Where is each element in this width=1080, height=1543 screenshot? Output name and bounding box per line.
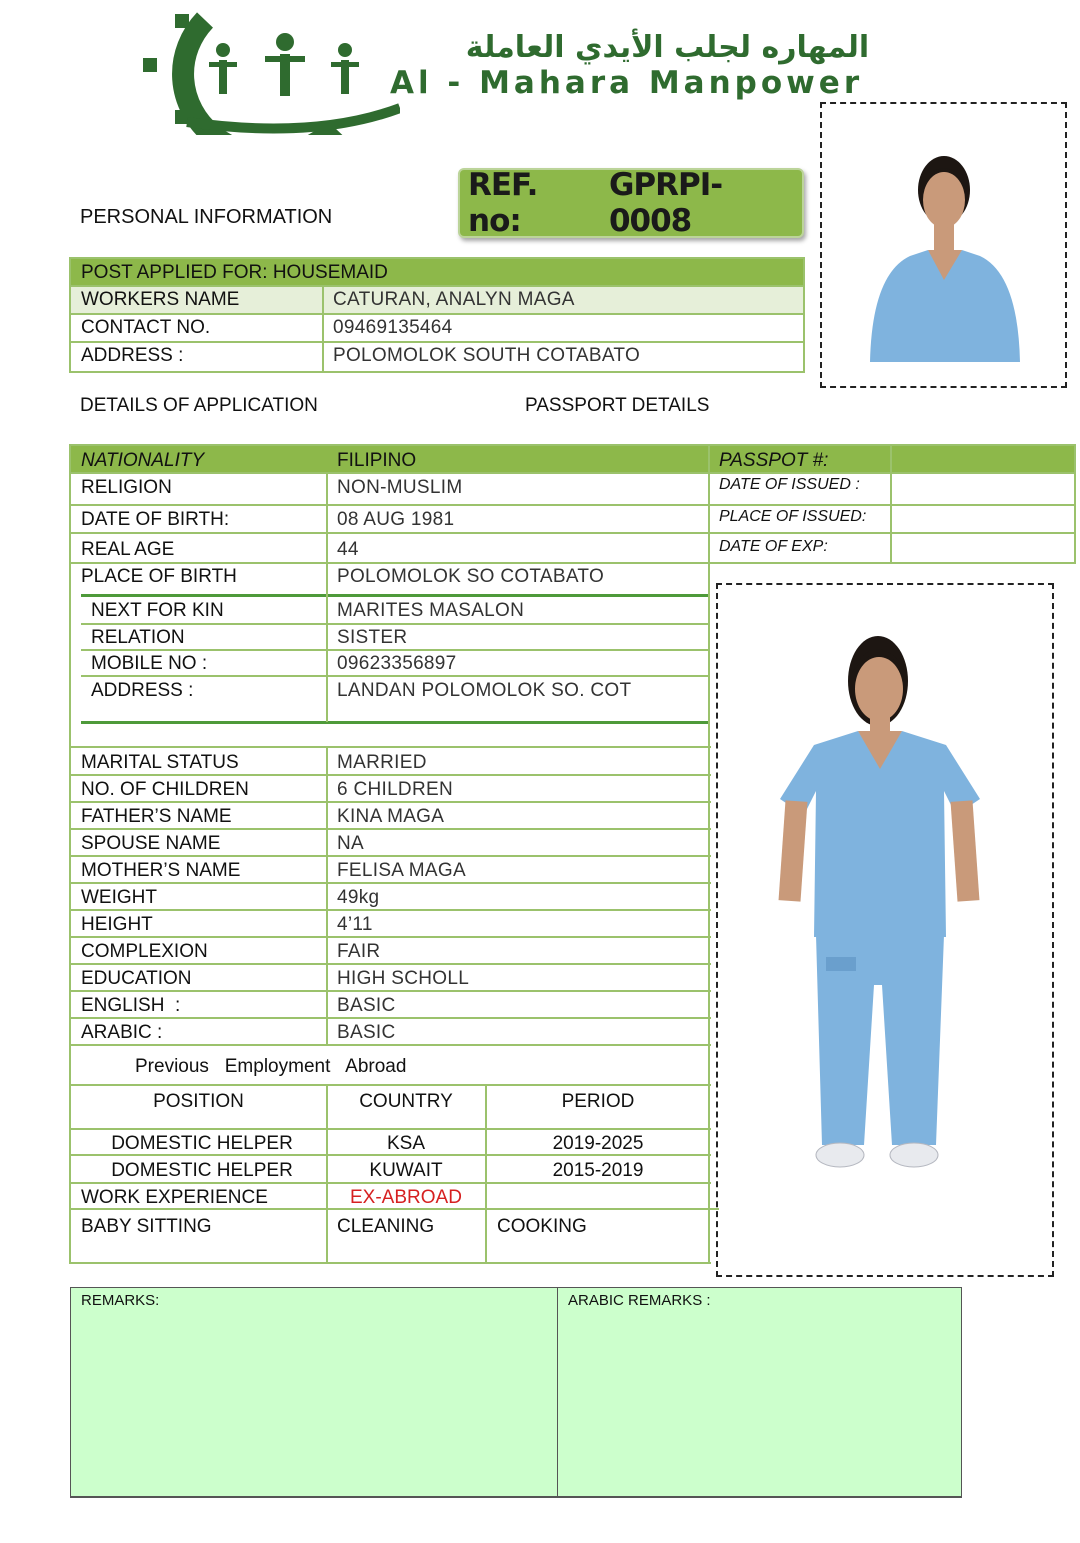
label-complexion: COMPLEXION bbox=[81, 941, 208, 962]
value-no-of-children: 6 CHILDREN bbox=[337, 779, 453, 800]
label-date-of-issued: DATE OF ISSUED : bbox=[719, 476, 860, 493]
value-nationality: FILIPINO bbox=[337, 450, 417, 471]
passport-table bbox=[708, 444, 1076, 564]
label-weight: WEIGHT bbox=[81, 887, 157, 908]
application-table bbox=[69, 444, 711, 594]
employment-country-2: KUWAIT bbox=[369, 1160, 443, 1181]
value-work-experience: EX-ABROAD bbox=[350, 1187, 462, 1208]
label-place-of-birth: PLACE OF BIRTH bbox=[81, 566, 237, 587]
header-position: POSITION bbox=[153, 1091, 244, 1112]
gear-people-icon bbox=[135, 10, 400, 135]
post-applied: POST APPLIED FOR: HOUSEMAID bbox=[81, 262, 388, 283]
label-kin-address: ADDRESS : bbox=[91, 680, 194, 701]
label-relation: RELATION bbox=[91, 627, 185, 648]
personal-details-table bbox=[69, 748, 711, 1046]
company-name-arabic: المهاره لجلب الأيدي العاملة bbox=[465, 30, 870, 65]
next-of-kin-table bbox=[69, 592, 711, 748]
label-address: ADDRESS : bbox=[81, 345, 184, 366]
label-fathers-name: FATHER’S NAME bbox=[81, 806, 232, 827]
employment-period-2: 2015-2019 bbox=[552, 1160, 644, 1181]
portrait-photo-frame bbox=[820, 102, 1067, 388]
label-place-of-issued: PLACE OF ISSUED: bbox=[719, 508, 867, 525]
remarks-label: REMARKS: bbox=[81, 1292, 160, 1309]
label-nationality: NATIONALITY bbox=[81, 450, 205, 471]
label-marital-status: MARITAL STATUS bbox=[81, 752, 239, 773]
value-place-of-birth: POLOMOLOK SO COTABATO bbox=[337, 566, 605, 587]
value-real-age: 44 bbox=[337, 539, 359, 560]
employment-position-2: DOMESTIC HELPER bbox=[111, 1160, 293, 1181]
value-height: 4’11 bbox=[337, 914, 373, 935]
company-name: Al - Mahara Manpower bbox=[390, 65, 864, 101]
label-mothers-name: MOTHER’S NAME bbox=[81, 860, 241, 881]
value-fathers-name: KINA MAGA bbox=[337, 806, 445, 827]
value-weight: 49kg bbox=[337, 887, 380, 908]
label-real-age: REAL AGE bbox=[81, 539, 175, 560]
label-work-experience: WORK EXPERIENCE bbox=[81, 1187, 268, 1208]
full-body-photo bbox=[718, 585, 1052, 1275]
employment-position-1: DOMESTIC HELPER bbox=[111, 1133, 293, 1154]
value-arabic: BASIC bbox=[337, 1022, 396, 1043]
value-date-of-birth: 08 AUG 1981 bbox=[337, 509, 455, 530]
skill-cooking: COOKING bbox=[497, 1216, 587, 1237]
personal-info-table bbox=[69, 257, 805, 373]
value-relation: SISTER bbox=[337, 627, 408, 648]
value-contact-no: 09469135464 bbox=[333, 317, 453, 338]
employment-period-1: 2019-2025 bbox=[552, 1133, 644, 1154]
label-spouse-name: SPOUSE NAME bbox=[81, 833, 221, 854]
label-next-of-kin: NEXT FOR KIN bbox=[91, 600, 224, 621]
reference-number-badge bbox=[458, 168, 804, 238]
label-contact-no: CONTACT NO. bbox=[81, 317, 211, 338]
value-spouse-name: NA bbox=[337, 833, 364, 854]
section-title-details: DETAILS OF APPLICATION bbox=[80, 395, 318, 416]
employment-title: Previous Employment Abroad bbox=[135, 1056, 407, 1077]
value-mobile-no: 09623356897 bbox=[337, 653, 457, 674]
value-marital-status: MARRIED bbox=[337, 752, 427, 773]
section-title-personal: PERSONAL INFORMATION bbox=[80, 206, 333, 228]
label-workers-name: WORKERS NAME bbox=[81, 289, 240, 310]
section-title-passport: PASSPORT DETAILS bbox=[525, 395, 710, 416]
portrait-photo bbox=[822, 104, 1065, 386]
value-workers-name: CATURAN, ANALYN MAGA bbox=[333, 289, 575, 310]
label-passport-no: PASSPOT #: bbox=[719, 450, 829, 471]
ref-label: REF. no: bbox=[468, 167, 538, 239]
value-education: HIGH SCHOLL bbox=[337, 968, 470, 989]
skill-cleaning: CLEANING bbox=[337, 1216, 435, 1237]
label-education: EDUCATION bbox=[81, 968, 192, 989]
value-next-of-kin: MARITES MASALON bbox=[337, 600, 525, 621]
value-address: POLOMOLOK SOUTH COTABATO bbox=[333, 345, 641, 366]
label-no-of-children: NO. OF CHILDREN bbox=[81, 779, 249, 800]
employment-table bbox=[69, 1046, 711, 1264]
label-height: HEIGHT bbox=[81, 914, 153, 935]
remarks-section bbox=[70, 1287, 962, 1498]
label-religion: RELIGION bbox=[81, 477, 172, 498]
full-body-photo-frame bbox=[716, 583, 1054, 1277]
value-mothers-name: FELISA MAGA bbox=[337, 860, 466, 881]
label-date-of-exp: DATE OF EXP: bbox=[719, 538, 828, 555]
header-country: COUNTRY bbox=[359, 1091, 453, 1112]
value-religion: NON-MUSLIM bbox=[337, 477, 463, 498]
value-kin-address: LANDAN POLOMOLOK SO. COT bbox=[337, 680, 632, 701]
arabic-remarks-label: ARABIC REMARKS : bbox=[568, 1292, 711, 1309]
label-arabic: ARABIC : bbox=[81, 1022, 163, 1043]
label-date-of-birth: DATE OF BIRTH: bbox=[81, 509, 230, 530]
header-period: PERIOD bbox=[561, 1091, 635, 1112]
label-english: ENGLISH : bbox=[81, 995, 181, 1016]
label-mobile-no: MOBILE NO : bbox=[91, 653, 208, 674]
value-english: BASIC bbox=[337, 995, 396, 1016]
value-complexion: FAIR bbox=[337, 941, 381, 962]
employment-country-1: KSA bbox=[386, 1133, 426, 1154]
ref-value: GPRPI-0008 bbox=[608, 167, 723, 239]
skill-baby-sitting: BABY SITTING bbox=[81, 1216, 212, 1237]
